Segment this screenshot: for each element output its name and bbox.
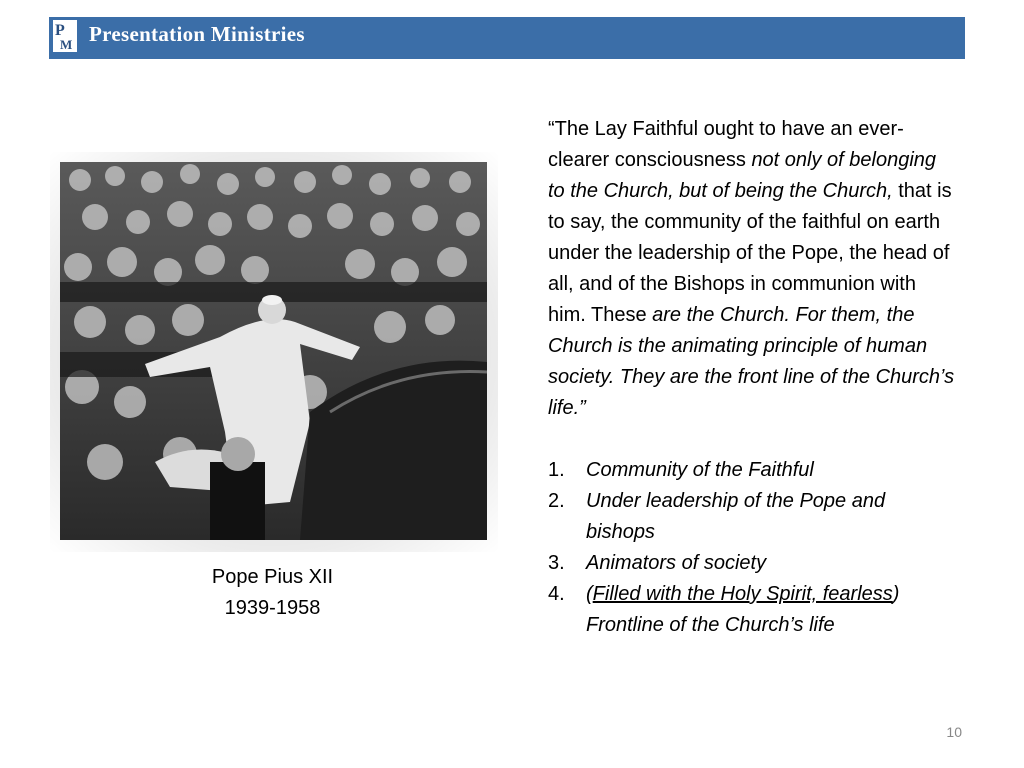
list-number: 2. xyxy=(548,490,565,512)
org-name: Presentation Ministries xyxy=(89,22,305,46)
svg-text:M: M xyxy=(60,37,73,52)
pope-crowd-photo xyxy=(60,162,487,540)
list-item xyxy=(548,486,958,548)
photo-illustration xyxy=(60,162,487,540)
list-number: 4. xyxy=(548,583,565,605)
underlined-text: Filled with the Holy Spirit, fearless xyxy=(592,583,893,605)
pm-logo xyxy=(53,20,77,52)
photo-caption xyxy=(120,562,425,624)
list-item xyxy=(548,579,958,641)
list-text-rest: Frontline of the Church’s life xyxy=(586,614,835,636)
list-text: Under leadership of the Pope and bishops xyxy=(586,490,886,543)
page-number: 10 xyxy=(946,724,962,740)
quote-paragraph xyxy=(548,114,958,424)
list-number: 1. xyxy=(548,459,565,481)
list-text: Animators of society xyxy=(586,552,767,574)
list-text xyxy=(586,583,899,636)
quote-part-4: are the Church. For them, the Church is the animating principle of human society. They are the front line of the Church’s life.” xyxy=(548,304,955,419)
list-item xyxy=(548,548,958,579)
list-text: Community of the Faithful xyxy=(586,459,814,481)
caption-years: 1939-1958 xyxy=(224,597,321,619)
header-bar xyxy=(49,17,965,59)
list-item xyxy=(548,455,958,486)
quote-part-1: “The Lay Faithful ought to have an ever-clearer consciousness xyxy=(548,118,904,171)
quote-part-3: that is to say, the community of the faithful on earth under the leadership of the Pope, the head of all, and of the Bishops in communion with him. These xyxy=(548,180,952,326)
paren-close: ) xyxy=(892,583,900,605)
paren-open: ( xyxy=(586,583,593,605)
list-number: 3. xyxy=(548,552,565,574)
caption-name: Pope Pius XII xyxy=(211,566,334,588)
quote-part-2: not only of belonging to the Church, but of being the Church, xyxy=(548,149,937,202)
points-list xyxy=(548,455,958,641)
svg-text:P: P xyxy=(55,22,65,39)
quote-block xyxy=(548,114,958,641)
